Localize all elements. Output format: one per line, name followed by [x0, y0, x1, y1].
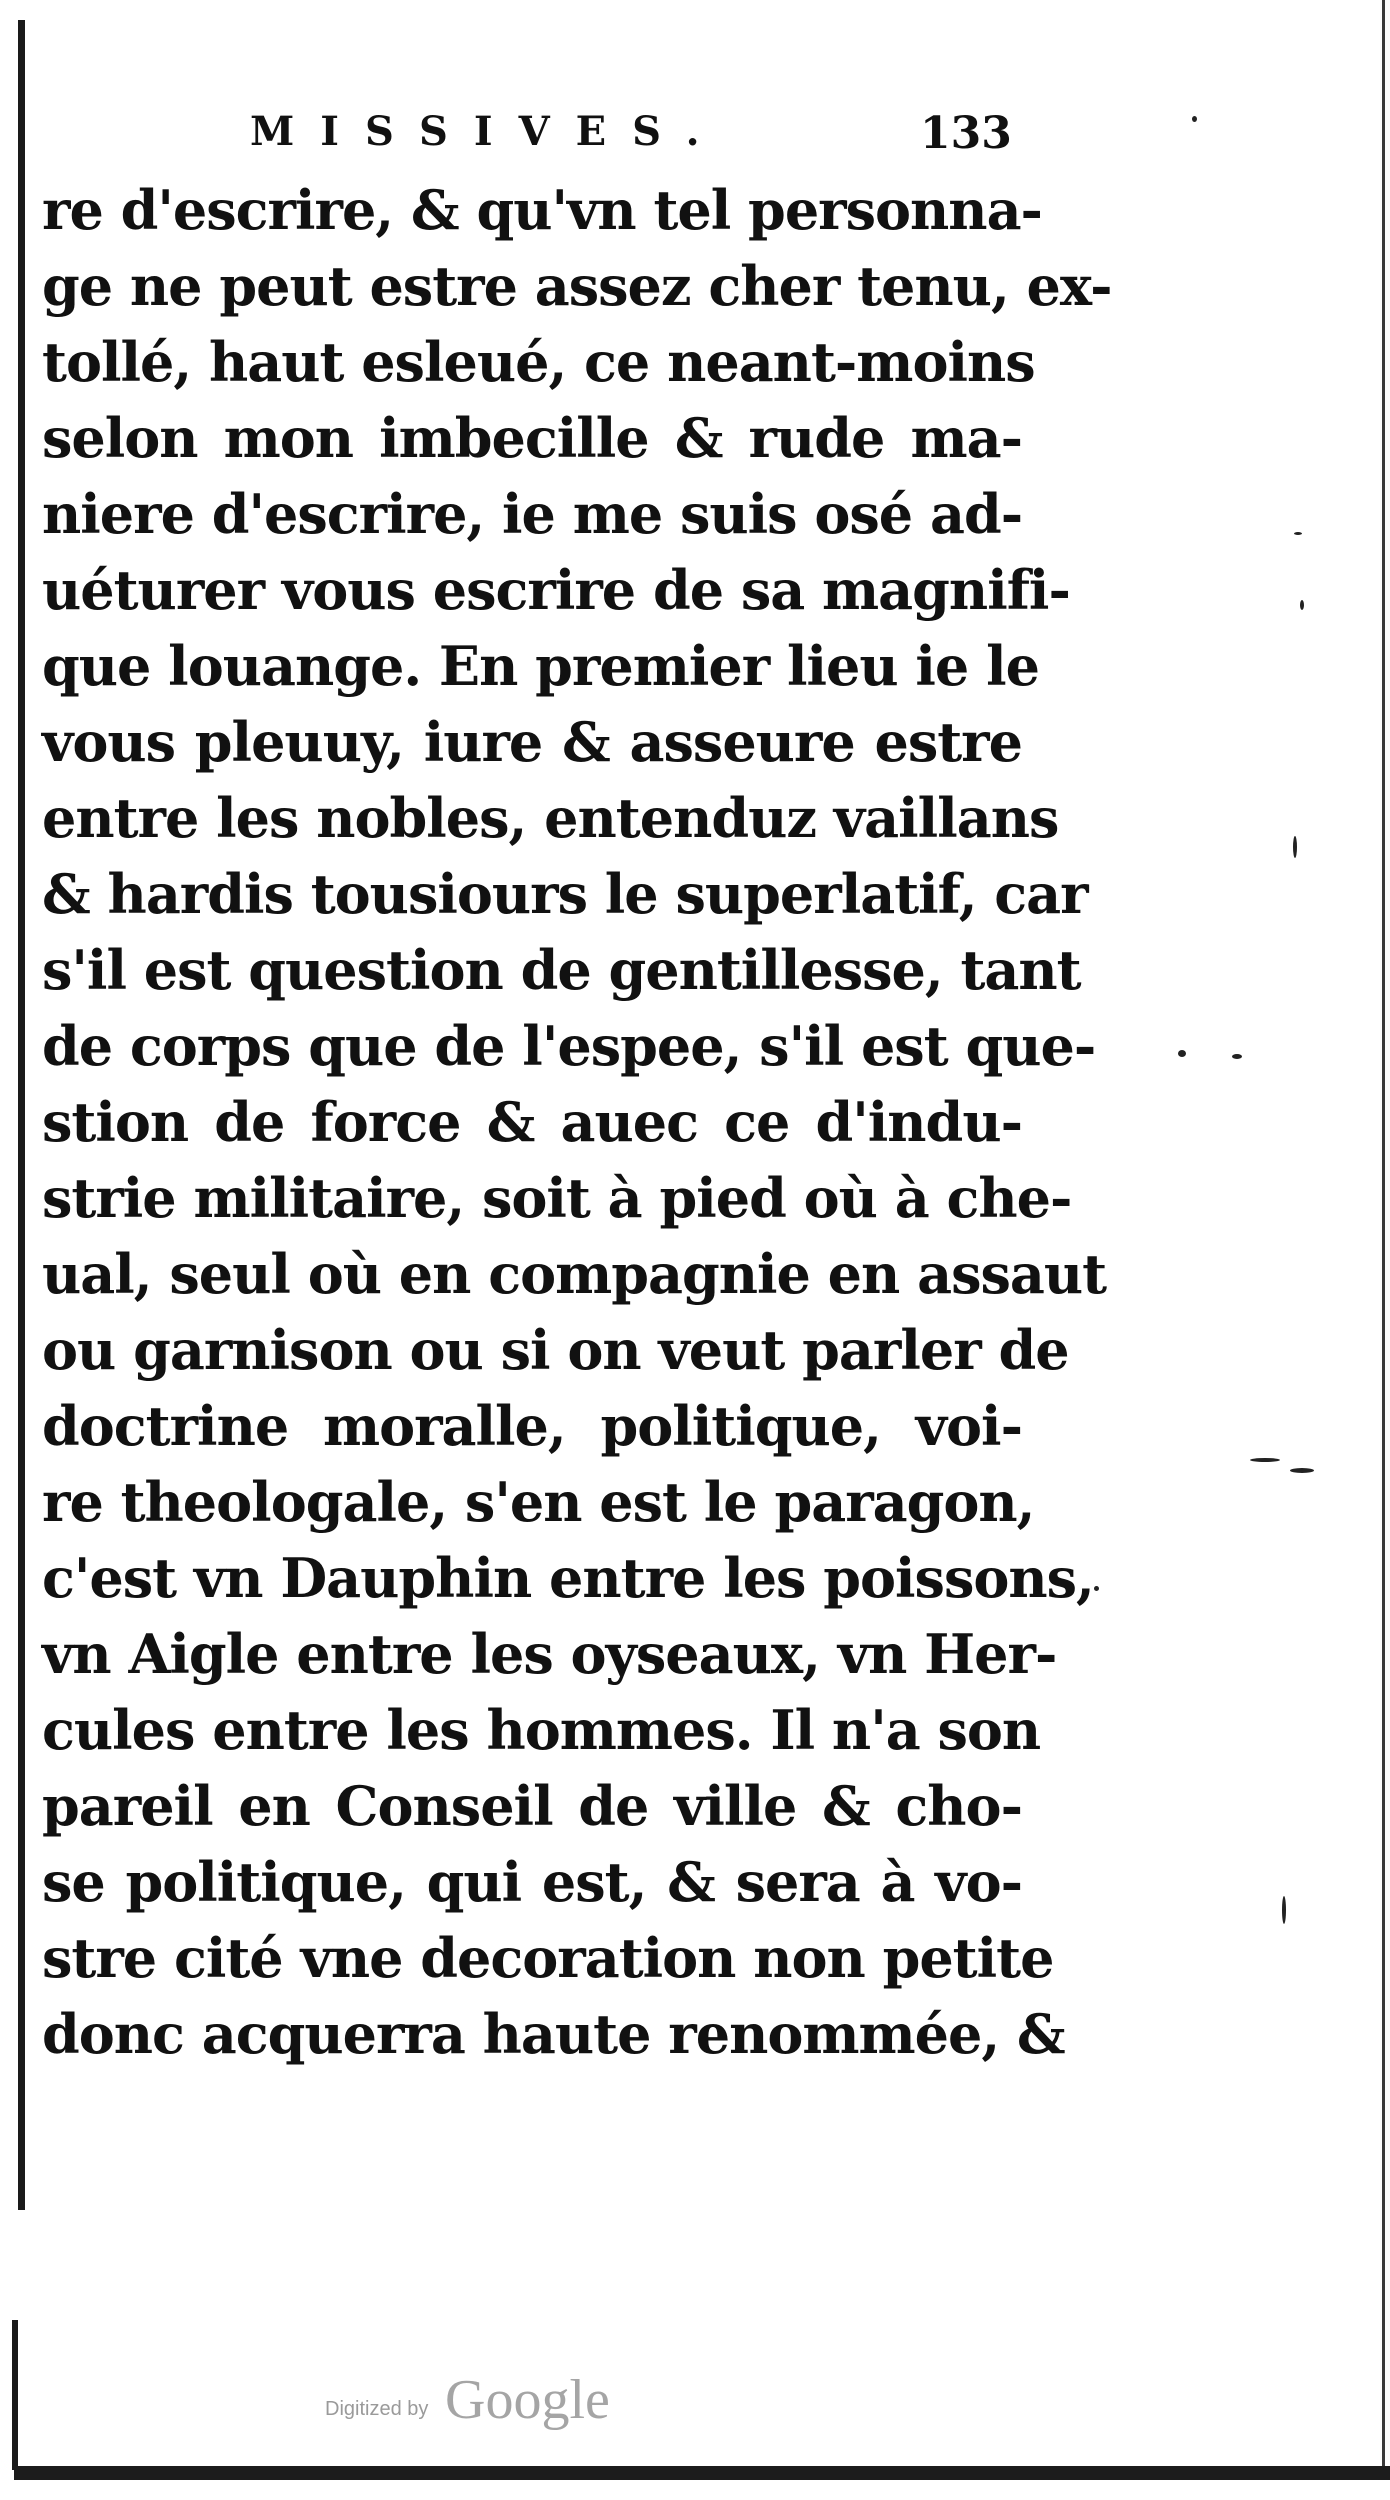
page-edge-left	[18, 20, 25, 2210]
text-line: & hardis tousiours le superlatif, car	[42, 862, 1088, 926]
scan-speck	[1178, 1050, 1186, 1057]
scan-speck	[1293, 836, 1297, 858]
text-line: re d'escrire, & qu'vn tel personna-	[42, 178, 1042, 242]
page-edge-bottom	[14, 2466, 1390, 2480]
digitization-watermark	[325, 2368, 745, 2438]
digitized-by-label: Digitized by	[325, 2398, 429, 2420]
text-line: ual, seul où en compagnie en assaut	[42, 1242, 1107, 1306]
page-edge-right	[1382, 0, 1385, 2470]
running-head: MISSIVES.	[250, 108, 726, 155]
text-line: uéturer vous escrire de sa magnifi-	[42, 558, 1070, 622]
scan-speck	[1300, 600, 1304, 610]
text-line: donc acquerra haute renommée, &	[42, 2002, 1065, 2066]
text-line: pareil en Conseil de ville & cho-	[42, 1774, 1022, 1838]
page-edge-left-lower	[12, 2320, 18, 2470]
text-line: stre cité vne decoration non petite	[42, 1926, 1054, 1990]
body-text	[42, 172, 1112, 2072]
text-line: vous pleuuy, iure & asseure estre	[42, 710, 1022, 774]
scan-speck	[1250, 1458, 1280, 1462]
scan-speck	[1094, 1586, 1099, 1591]
page-header	[50, 108, 1010, 168]
text-line: que louange. En premier lieu ie le	[42, 634, 1039, 698]
text-line: vn Aigle entre les oyseaux, vn Her-	[42, 1622, 1057, 1686]
text-line: ou garnison ou si on veut parler de	[42, 1318, 1069, 1382]
page-number: 133	[920, 108, 1012, 159]
text-line: niere d'escrire, ie me suis osé ad-	[42, 482, 1023, 546]
text-line: tollé, haut esleué, ce neant-moins	[42, 330, 1035, 394]
scan-speck	[1282, 1896, 1286, 1924]
text-line: re theologale, s'en est le paragon,	[42, 1470, 1035, 1534]
google-logo: Google	[445, 2369, 610, 2431]
text-line: se politique, qui est, & sera à vo-	[42, 1850, 1022, 1914]
text-line: strie militaire, soit à pied où à che-	[42, 1166, 1072, 1230]
text-line: doctrine moralle, politique, voi-	[42, 1394, 1022, 1458]
text-line: s'il est question de gentillesse, tant	[42, 938, 1081, 1002]
text-line: entre les nobles, entenduz vaillans	[42, 786, 1059, 850]
scan-speck	[1232, 1054, 1242, 1059]
scan-speck	[1192, 116, 1197, 122]
text-line: stion de force & auec ce d'indu-	[42, 1090, 1022, 1154]
scan-speck	[1294, 532, 1302, 535]
text-line: c'est vn Dauphin entre les poissons,	[42, 1546, 1094, 1610]
text-line: de corps que de l'espee, s'il est que-	[42, 1014, 1096, 1078]
text-line: ge ne peut estre assez cher tenu, ex-	[42, 254, 1112, 318]
scan-speck	[1290, 1468, 1314, 1473]
text-line: cules entre les hommes. Il n'a son	[42, 1698, 1041, 1762]
text-line: selon mon imbecille & rude ma-	[42, 406, 1022, 470]
